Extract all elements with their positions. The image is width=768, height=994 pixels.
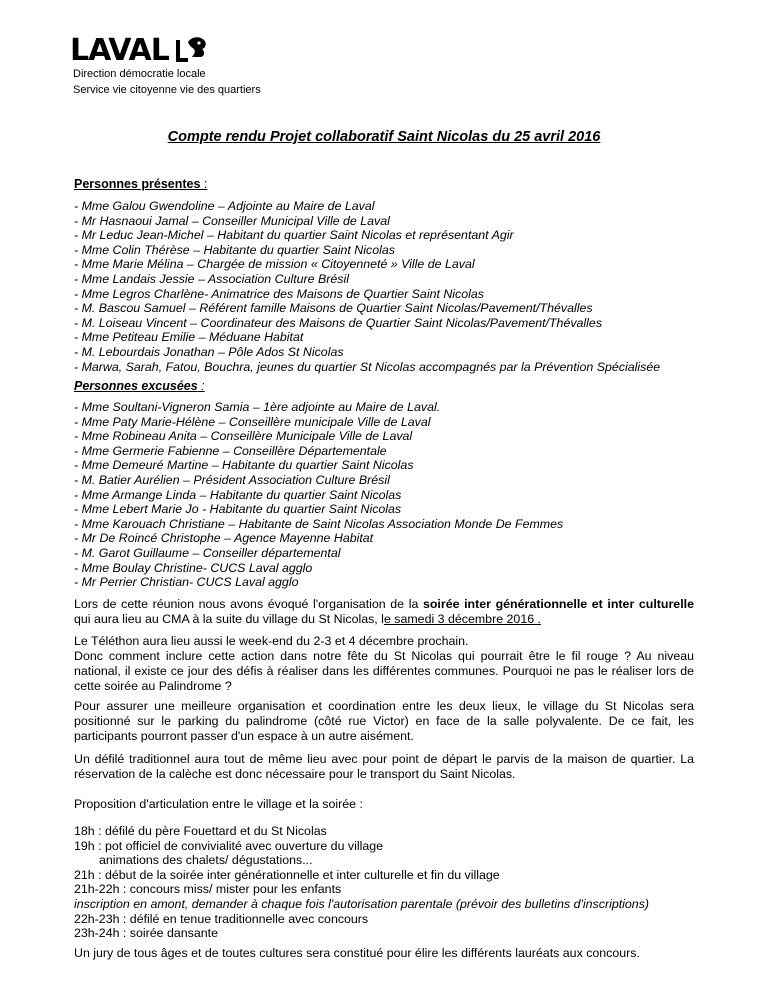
excused-heading: [74, 379, 205, 393]
paragraph-fil-rouge: Donc comment inclure cette action dans notre fête du St Nicolas qui pourrait être le fil rouge ? Au niveau national, il existe ce jour des défis à réaliser dans les différentes communes. Pourquoi ne pas le réaliser lors de cette soirée au Palindrome ?: [74, 649, 694, 693]
list-item: - Mme Germerie Fabienne – Conseillère Départementale: [74, 443, 387, 458]
lion-emblem-icon: [174, 36, 208, 64]
list-item: - Mme Legros Charlène- Animatrice des Maisons de Quartier Saint Nicolas: [74, 286, 484, 301]
schedule-item: animations des chalets/ dégustations...: [99, 853, 313, 868]
list-item: - Mme Marie Mélina – Chargée de mission « Citoyenneté » Ville de Laval: [74, 257, 475, 272]
present-list: [74, 199, 660, 374]
list-item: - Mme Boulay Christine- CUCS Laval agglo: [74, 560, 313, 575]
laval-logo: [70, 34, 260, 68]
event-date: e samedi 3 décembre 2016 .: [383, 612, 541, 626]
list-item: - Mme Armange Linda – Habitante du quartier Saint Nicolas: [74, 487, 402, 502]
excused-list: [74, 400, 563, 590]
schedule-item: 21h : début de la soirée inter générationnelle et inter culturelle et fin du village: [74, 867, 500, 882]
list-item: - M. Lebourdais Jonathan – Pôle Ados St Nicolas: [74, 344, 344, 359]
list-item: - M. Garot Guillaume – Conseiller départemental: [74, 545, 341, 560]
list-item: - Mme Karouach Christiane – Habitante de Saint Nicolas Association Monde De Femmes: [74, 516, 564, 531]
list-item: - Mme Colin Thérèse – Habitante du quartier Saint Nicolas: [74, 242, 395, 257]
list-item: - Mme Landais Jessie – Association Culture Brésil: [74, 271, 350, 286]
service-label: Service vie citoyenne vie des quartiers: [73, 84, 261, 96]
excused-heading-text: Personnes excusées: [74, 379, 198, 393]
schedule-list: [74, 824, 649, 941]
present-heading-tail: :: [200, 177, 208, 191]
list-item: - M. Batier Aurélien – Président Association Culture Brésil: [74, 472, 390, 487]
paragraph-proposition: Proposition d'articulation entre le village et la soirée :: [74, 797, 363, 811]
excused-heading-tail: :: [197, 379, 205, 393]
list-item: - Mr Perrier Christian- CUCS Laval agglo: [74, 575, 299, 590]
list-item: - Marwa, Sarah, Fatou, Bouchra, jeunes du quartier St Nicolas accompagnés par la Prévention Spécialisée: [74, 359, 661, 374]
list-item: - Mme Soultani-Vigneron Samia – 1ère adjointe au Maire de Laval.: [74, 400, 441, 414]
schedule-item: 19h : pot officiel de convivialité avec ouverture du village: [74, 838, 384, 853]
paragraph-text: qui aura lieu au CMA à la suite du village du St Nicolas, l: [74, 612, 384, 626]
schedule-item: 23h-24h : soirée dansante: [74, 926, 218, 941]
logo-text: LAVAL: [70, 33, 169, 68]
paragraph-telethon: Le Téléthon aura lieu aussi le week-end du 2-3 et 4 décembre prochain.: [74, 634, 469, 648]
schedule-item: 21h-22h : concours miss/ mister pour les enfants: [74, 882, 342, 897]
paragraph-bold-text: soirée inter générationnelle et inter culturelle: [422, 597, 694, 611]
list-item: - Mme Galou Gwendoline – Adjointe au Maire de Laval: [74, 199, 375, 213]
list-item: - Mr Hasnaoui Jamal – Conseiller Municipal Ville de Laval: [74, 213, 390, 228]
list-item: - M. Bascou Samuel – Référent famille Maisons de Quartier Saint Nicolas/Pavement/Thévalles: [74, 301, 593, 316]
list-item: - Mr De Roincé Christophe – Agence Mayenne Habitat: [74, 531, 374, 546]
list-item: - Mme Paty Marie-Hélène – Conseillère municipale Ville de Laval: [74, 414, 431, 429]
list-item: - M. Loiseau Vincent – Coordinateur des Maisons de Quartier Saint Nicolas/Pavement/Thévalles: [74, 315, 603, 330]
paragraph-defile: Un défilé traditionnel aura tout de même lieu avec pour point de départ le parvis de la maison de quartier. La réservation de la calèche est donc nécessaire pour le transport du Saint Nicolas.: [74, 752, 694, 781]
schedule-item: inscription en amont, demander à chaque fois l'autorisation parentale (prévoir des bulletins d'inscriptions): [74, 896, 650, 911]
present-heading-text: Personnes présentes: [74, 177, 201, 191]
present-heading: [74, 177, 207, 191]
paragraph-organisation: Pour assurer une meilleure organisation et coordination entre les deux lieux, le village du St Nicolas sera positionné sur le parking du palindrome (côté rue Victor) en face de la salle polyvalente. De ce fait, les participants pourront passer d'un espace à un autre aisément.: [74, 699, 694, 743]
schedule-item: 18h : défilé du père Fouettard et du St Nicolas: [74, 824, 327, 838]
document-title: Compte rendu Projet collaboratif Saint Nicolas du 25 avril 2016: [167, 129, 601, 145]
paragraph-text: Lors de cette réunion nous avons évoqué l'organisation de la: [74, 597, 423, 611]
list-item: - Mr Leduc Jean-Michel – Habitant du quartier Saint Nicolas et représentant Agir: [74, 228, 514, 243]
paragraph-soiree: [74, 597, 694, 627]
list-item: - Mme Robineau Anita – Conseillère Municipale Ville de Laval: [74, 429, 413, 444]
list-item: - Mme Demeuré Martine – Habitante du quartier Saint Nicolas: [74, 458, 414, 473]
list-item: - Mme Petiteau Emilie – Méduane Habitat: [74, 330, 304, 345]
paragraph-jury: Un jury de tous âges et de toutes cultures sera constitué pour élire les différents lauréats aux concours.: [74, 946, 640, 960]
list-item: - Mme Lebert Marie Jo - Habitante du quartier Saint Nicolas: [74, 502, 402, 517]
schedule-item: 22h-23h : défilé en tenue traditionnelle avec concours: [74, 911, 369, 926]
department-label: Direction démocratie locale: [73, 68, 206, 80]
